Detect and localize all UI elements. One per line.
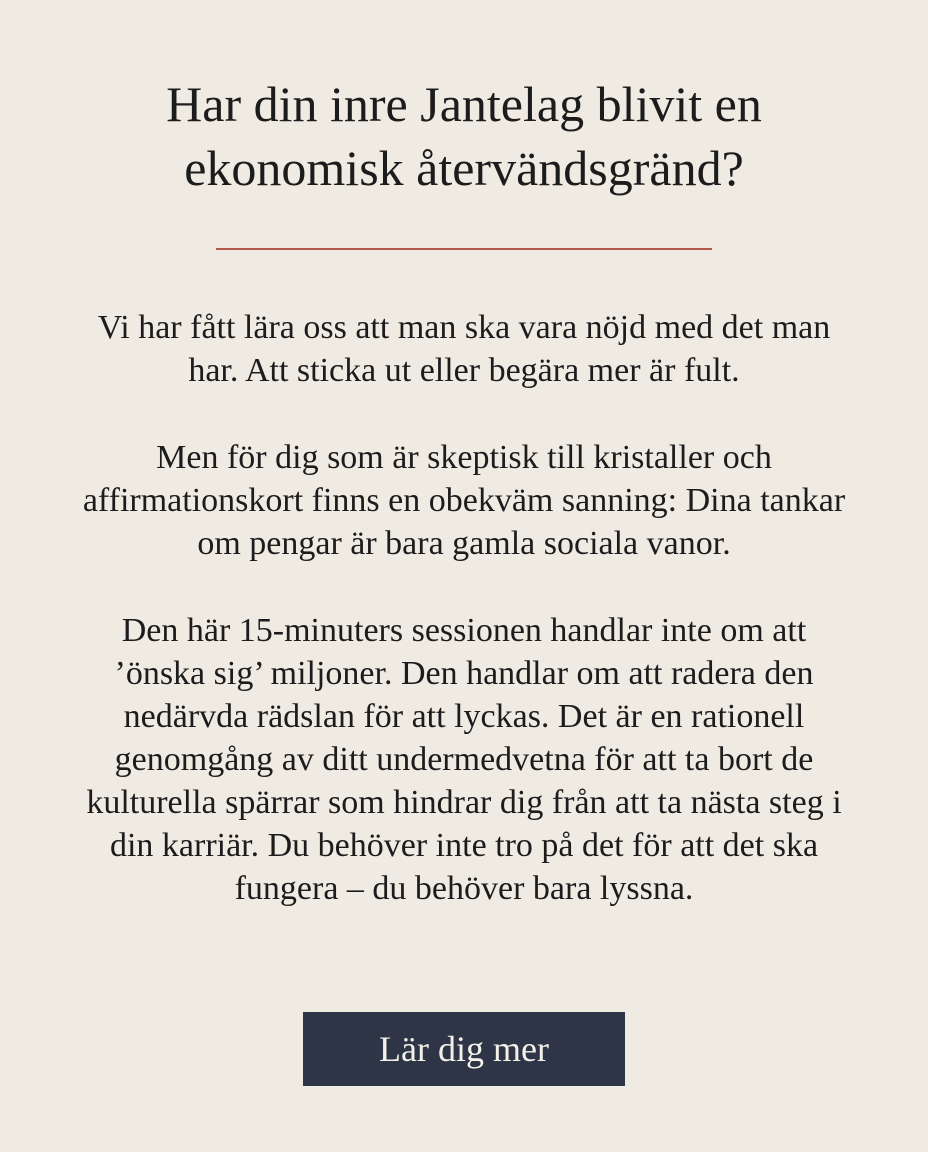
headline-divider [216, 248, 712, 250]
body-copy [74, 306, 854, 910]
headline [84, 72, 844, 200]
headline-line-2: ekonomisk återvändsgränd? [184, 140, 744, 196]
paragraph-skeptic: Men för dig som är skeptisk till kristaller och affirmationskort finns en obekväm sanning: Dina tankar om pengar är bara gamla sociala vanor. [82, 439, 846, 562]
paragraph-intro: Vi har fått lära oss att man ska vara nöjd med det man har. Att sticka ut eller begära mer är fult. [97, 309, 831, 389]
paragraph-session: Den här 15-minuters sessionen handlar inte om att ’önska sig’ miljoner. Den handlar om att radera den nedärvda rädslan för att lyckas. Det är en rationell genomgång av ditt undermedvetna för att ta bort de kulturella spärrar som hindrar dig från att ta nästa steg i din karriär. Du behöver inte tro på det för att det ska fungera – du behöver bara lyssna. [86, 612, 842, 907]
learn-more-button[interactable]: Lär dig mer [303, 1012, 625, 1086]
headline-line-1: Har din inre Jantelag blivit en [166, 76, 762, 132]
